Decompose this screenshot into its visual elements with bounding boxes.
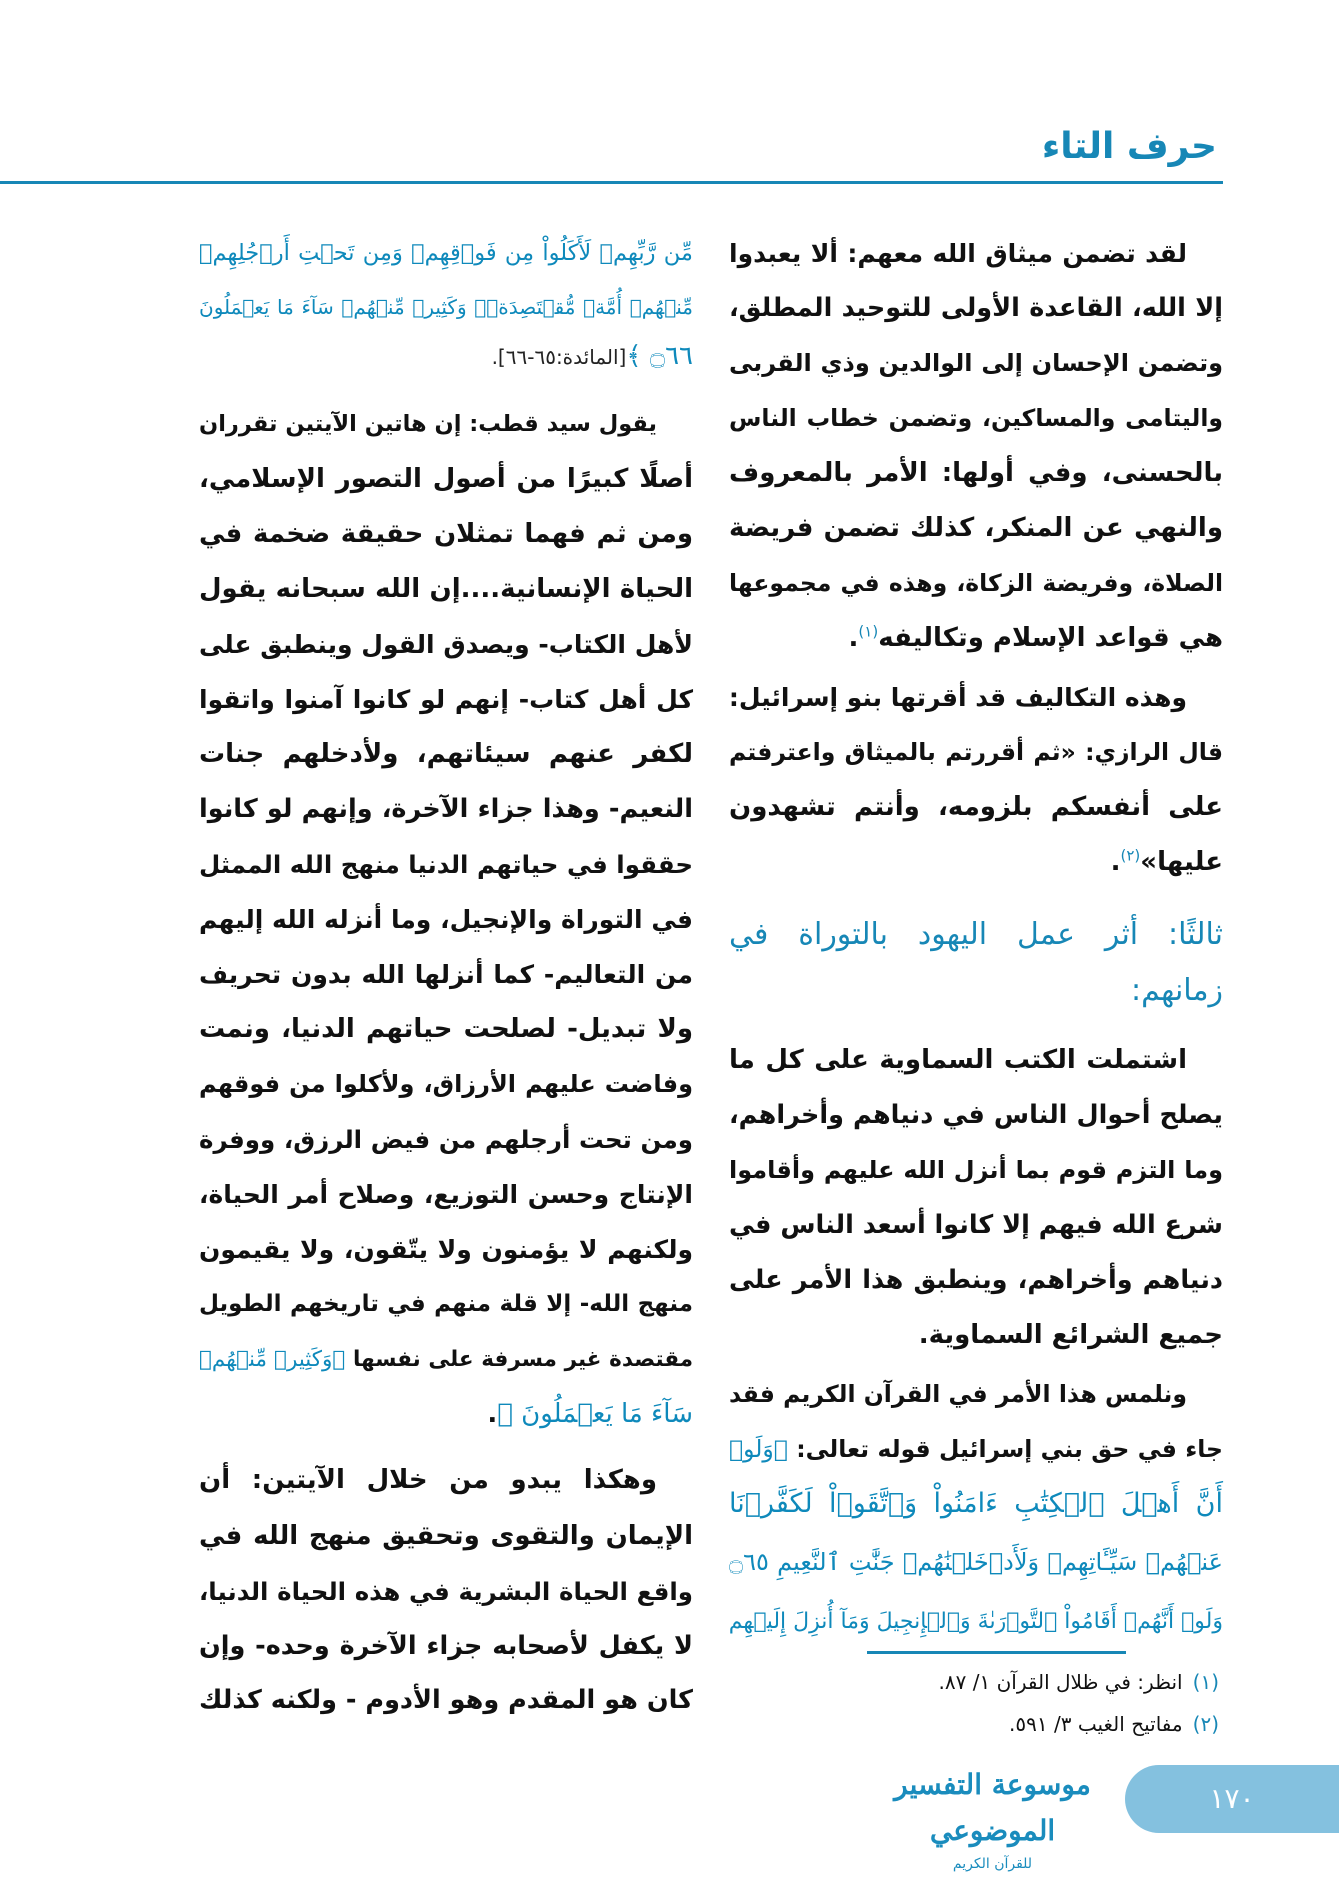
- logo-title: موسوعة التفسير الموضوعي: [894, 1768, 1091, 1847]
- line-text: الإنتاج وحسن التوزيع، وصلاح أمر الحياة،: [199, 1180, 693, 1209]
- line-text: ولا تبديل- لصلحت حياتهم الدنيا، ونمت: [199, 1014, 693, 1044]
- text-line: [199, 1277, 693, 1332]
- text-line: [729, 336, 1223, 391]
- text-line: [729, 556, 1223, 611]
- line-text: وما التزم قوم بما أنزل الله عليهم وأقاموا: [729, 1156, 1223, 1184]
- text-line: [729, 281, 1223, 336]
- header-divider: [0, 181, 1223, 184]
- quran-quote: ﴿وَكَثِيرٞ مِّنۡهُمۡ: [199, 1347, 346, 1372]
- verse-citation: [199, 329, 693, 384]
- encyclopedia-logo: [890, 1762, 1095, 1872]
- footnote-ref: (١): [858, 622, 879, 641]
- text-line: [199, 1332, 693, 1387]
- line-text: اشتملت الكتب السماوية على كل ما: [729, 1045, 1187, 1075]
- text-line: [729, 1033, 1223, 1088]
- line-text: لا يكفل لأصحابه جزاء الآخرة وحده- وإن: [199, 1631, 693, 1661]
- line-text: ومن تحت أرجلهم من فيض الرزق، ووفرة: [199, 1125, 693, 1154]
- line-text: إلا الله، القاعدة الأولى للتوحيد المطلق،: [729, 293, 1223, 323]
- line-text: جاء في حق بني إسرائيل قوله تعالى:: [787, 1435, 1223, 1463]
- line-text: وتضمن الإحسان إلى الوالدين وذي القربى: [729, 349, 1223, 377]
- line-text: قال الرازي: «ثم أقررتم بالميثاق واعترفتم: [729, 738, 1223, 766]
- line-text: واليتامى والمساكين، وتضمن خطاب الناس: [729, 404, 1223, 432]
- text-line: [729, 611, 1223, 666]
- text-line: [729, 1088, 1223, 1143]
- line-text: على أنفسكم بلزومه، وأنتم تشهدون: [729, 792, 1223, 822]
- text-line: [199, 672, 693, 727]
- text-line: [729, 1143, 1223, 1198]
- text-line: [199, 1564, 693, 1619]
- footnote-ref: (٢): [1120, 846, 1141, 865]
- line-tail: .: [848, 623, 859, 653]
- text-line: [729, 835, 1223, 890]
- text-line: [729, 1422, 1223, 1477]
- text-line: [199, 727, 693, 782]
- text-line: [729, 1198, 1223, 1253]
- text-line: [199, 782, 693, 837]
- section-heading: [729, 907, 1223, 962]
- line-text: في التوراة والإنجيل، وما أنزله الله إليهم: [199, 905, 693, 934]
- line-text: مِّن رَّبِّهِمۡ لَأَكَلُواْ مِن فَوۡقِهِمۡ وَمِن تَحۡتِ أَرۡجُلِهِمۚ: [199, 240, 693, 266]
- footnote-text: انظر: في ظلال القرآن ١/ ٨٧.: [938, 1670, 1183, 1694]
- line-text: وهذه التكاليف قد أقرتها بنو إسرائيل:: [728, 683, 1187, 712]
- quran-quote: سَآءَ مَا يَعۡمَلُونَ ﴾: [497, 1399, 693, 1429]
- footnote-number: (٢): [1192, 1712, 1219, 1736]
- line-text: الإيمان والتقوى وتحقيق منهج الله في: [199, 1521, 693, 1551]
- line-text: مِّنۡهُمۡ أُمَّةٞ مُّقۡتَصِدَةٞۖ وَكَثِيرٞ مِّنۡهُمۡ سَآءَ مَا يَعۡمَلُونَ: [199, 295, 693, 319]
- line-text: لأهل الكتاب- ويصدق القول وينطبق على: [199, 630, 693, 659]
- line-text: لكفر عنهم سيئاتهم، ولأدخلهم جنات: [199, 739, 693, 769]
- text-line: [729, 1367, 1223, 1422]
- line-tail: .: [487, 1399, 498, 1429]
- surah-reference: [المائدة:٦٥-٦٦].: [491, 345, 627, 369]
- line-text: عليها»: [1140, 847, 1223, 877]
- text-line: [199, 1453, 693, 1508]
- line-text: ثالثًا: أثر عمل اليهود بالتوراة في: [729, 917, 1223, 952]
- line-text: أَنَّ أَهۡلَ ٱلۡكِتَٰبِ ءَامَنُواْ وَٱتَّقَوۡاْ لَكَفَّرۡنَا: [729, 1488, 1223, 1519]
- text-line: [199, 507, 693, 562]
- text-line: [199, 1509, 693, 1564]
- line-text: ومن ثم فهما تمثلان حقيقة ضخمة في: [199, 519, 693, 549]
- text-line: [199, 947, 693, 1002]
- quran-verse-line: [729, 1535, 1223, 1590]
- text-line: [729, 670, 1223, 725]
- line-text: وَلَوۡ أَنَّهُمۡ أَقَامُواْ ٱلتَّوۡرَىٰةَ وَٱلۡإِنجِيلَ وَمَآ أُنزِلَ إِلَيۡهِم: [728, 1609, 1223, 1634]
- line-text: ونلمس هذا الأمر في القرآن الكريم فقد: [729, 1380, 1187, 1408]
- text-line: [199, 1222, 693, 1277]
- text-line: [729, 391, 1223, 446]
- line-text: يصلح أحوال الناس في دنياهم وأخراهم،: [729, 1100, 1223, 1130]
- text-line: [199, 1387, 693, 1442]
- line-text: زمانهم:: [1131, 973, 1223, 1008]
- text-line: [199, 1057, 693, 1112]
- text-line: [729, 725, 1223, 780]
- line-text: كل أهل كتاب- إنهم لو كانوا آمنوا واتقوا: [199, 685, 693, 714]
- quran-quote: ۝٦٦ ﴾: [626, 341, 693, 371]
- text-line: [729, 1308, 1223, 1363]
- line-text: والنهي عن المنكر، كذلك تضمن فريضة: [729, 513, 1223, 543]
- quran-verse-line: [729, 1476, 1223, 1531]
- text-line: [199, 397, 693, 452]
- text-line: [199, 617, 693, 672]
- text-line: [199, 892, 693, 947]
- line-text: بالحسنى، وفي أولها: الأمر بالمعروف: [729, 458, 1223, 488]
- quran-verse-line: [199, 280, 693, 335]
- footnote-text: مفاتيح الغيب ٣/ ٥٩١.: [1009, 1712, 1183, 1736]
- line-text: الصلاة، وفريضة الزكاة، وهذه في مجموعها: [729, 569, 1223, 597]
- line-text: واقع الحياة البشرية في هذه الحياة الدنيا،: [199, 1577, 693, 1606]
- line-text: دنياهم وأخراهم، وينطبق هذا الأمر على: [729, 1265, 1223, 1295]
- line-text: مقتصدة غير مسرفة على نفسها: [345, 1347, 694, 1372]
- text-line: [199, 1167, 693, 1222]
- line-text: لقد تضمن ميثاق الله معهم: ألا يعبدوا: [729, 239, 1187, 268]
- line-tail: .: [1110, 847, 1121, 877]
- text-line: [199, 1112, 693, 1167]
- quran-quote: ﴿وَلَوۡ: [729, 1435, 788, 1463]
- line-text: هي قواعد الإسلام وتكاليفه: [878, 623, 1223, 653]
- line-text: منهج الله- إلا قلة منهم في تاريخهم الطويل: [199, 1291, 693, 1317]
- footnote: [1009, 1712, 1219, 1736]
- line-text: من التعاليم- كما أنزلها الله بدون تحريف: [199, 960, 693, 989]
- footnote: [939, 1670, 1219, 1694]
- text-line: [199, 562, 693, 617]
- text-line: [199, 1673, 693, 1728]
- text-line: [729, 226, 1223, 281]
- section-heading: [729, 963, 1223, 1018]
- quran-verse-line: [729, 1594, 1223, 1649]
- line-text: وهكذا يبدو من خلال الآيتين: أن: [199, 1465, 657, 1495]
- footnote-number: (١): [1192, 1670, 1219, 1694]
- text-line: [729, 446, 1223, 501]
- quran-verse-line: [199, 226, 693, 281]
- line-text: وفاضت عليهم الأرزاق، ولأكلوا من فوقهم: [199, 1070, 693, 1098]
- line-text: يقول سيد قطب: إن هاتين الآيتين تقرران: [199, 411, 657, 437]
- text-line: [729, 501, 1223, 556]
- line-text: جميع الشرائع السماوية.: [918, 1320, 1223, 1350]
- page-number: ١٧٠: [1125, 1765, 1339, 1833]
- line-text: حققوا في حياتهم الدنيا منهج الله الممثل: [198, 850, 693, 879]
- text-line: [199, 1619, 693, 1674]
- text-line: [729, 780, 1223, 835]
- text-line: [199, 1002, 693, 1057]
- logo-subtitle: للقرآن الكريم: [952, 1856, 1033, 1872]
- line-text: عَنۡهُمۡ سَيِّـَٔاتِهِمۡ وَلَأَدۡخَلۡنَٰهُمۡ جَنَّٰتِ ٱلنَّعِيمِ ۝٦٥: [729, 1548, 1223, 1576]
- chapter-title: حرف التاء: [1041, 126, 1217, 167]
- line-text: النعيم- وهذا جزاء الآخرة، وإنهم لو كانوا: [199, 794, 693, 824]
- footnote-divider: [867, 1651, 1126, 1654]
- line-text: ولكنهم لا يؤمنون ولا يتّقون، ولا يقيمون: [199, 1235, 693, 1264]
- line-text: شرع الله فيهم إلا كانوا أسعد الناس في: [729, 1210, 1223, 1240]
- text-line: [199, 837, 693, 892]
- text-line: [199, 452, 693, 507]
- text-line: [729, 1253, 1223, 1308]
- line-text: أصلًا كبيرًا من أصول التصور الإسلامي،: [199, 464, 693, 494]
- line-text: كان هو المقدم وهو الأدوم - ولكنه كذلك: [199, 1685, 693, 1715]
- line-text: الحياة الإنسانية....إن الله سبحانه يقول: [199, 574, 693, 604]
